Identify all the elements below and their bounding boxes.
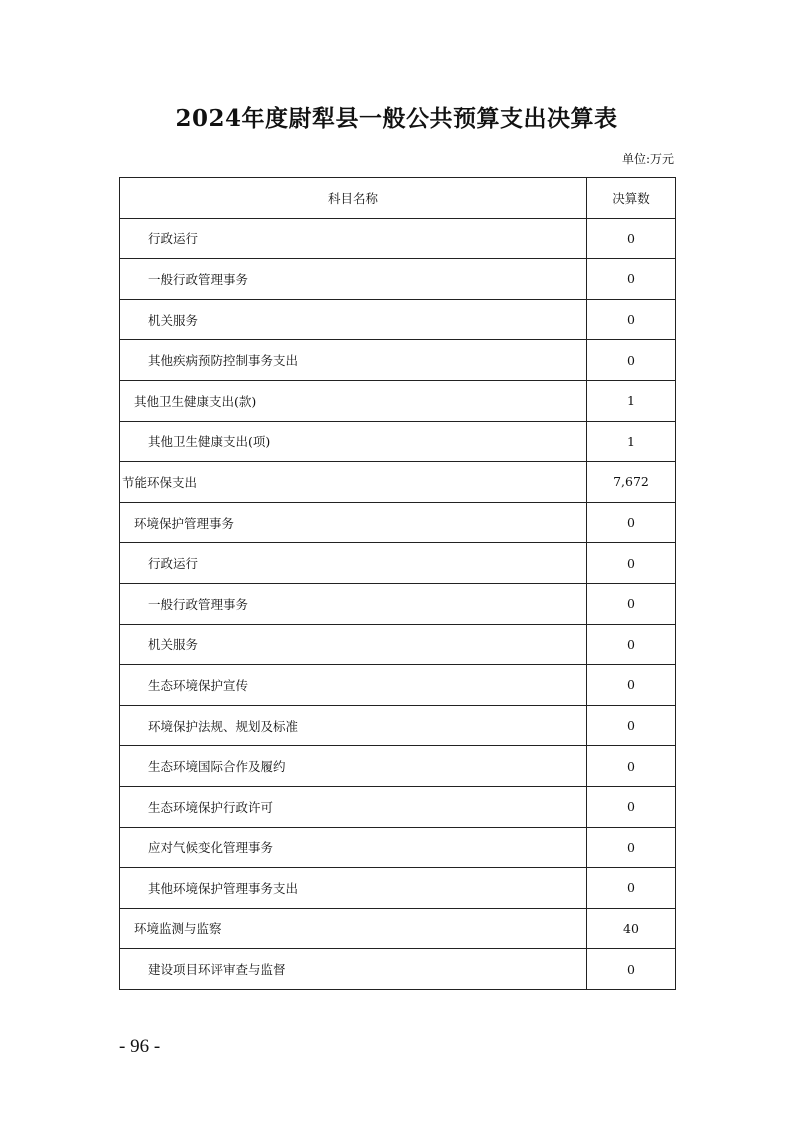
row-subject-name: 其他环境保护管理事务支出 — [120, 868, 587, 909]
table-row — [120, 502, 676, 543]
row-final-amount: 1 — [587, 421, 676, 462]
row-subject-name: 机关服务 — [120, 299, 587, 340]
table-row — [120, 868, 676, 909]
row-final-amount: 0 — [587, 543, 676, 584]
table-row — [120, 421, 676, 462]
row-subject-name: 其他卫生健康支出(款) — [120, 380, 587, 421]
row-final-amount: 0 — [587, 340, 676, 381]
row-final-amount: 40 — [587, 908, 676, 949]
unit-label: 单位:万元 — [621, 152, 674, 166]
table-row — [120, 827, 676, 868]
header-final-amount: 决算数 — [587, 178, 676, 219]
table-row — [120, 908, 676, 949]
table-row — [120, 462, 676, 503]
table-body — [120, 218, 676, 989]
table-row — [120, 380, 676, 421]
row-subject-name: 其他疾病预防控制事务支出 — [120, 340, 587, 381]
row-final-amount: 0 — [587, 583, 676, 624]
table-row — [120, 583, 676, 624]
row-subject-name: 其他卫生健康支出(项) — [120, 421, 587, 462]
row-final-amount: 0 — [587, 868, 676, 909]
row-final-amount: 0 — [587, 665, 676, 706]
row-final-amount: 7,672 — [587, 462, 676, 503]
row-subject-name: 生态环境保护行政许可 — [120, 786, 587, 827]
row-final-amount: 0 — [587, 218, 676, 259]
row-final-amount: 0 — [587, 259, 676, 300]
table-row — [120, 665, 676, 706]
row-final-amount: 0 — [587, 705, 676, 746]
table-row — [120, 299, 676, 340]
page-title: 2024年度尉犁县一般公共预算支出决算表 — [175, 105, 618, 132]
row-subject-name: 一般行政管理事务 — [120, 583, 587, 624]
row-subject-name: 环境保护管理事务 — [120, 502, 587, 543]
row-subject-name: 建设项目环评审查与监督 — [120, 949, 587, 990]
row-final-amount: 1 — [587, 380, 676, 421]
row-final-amount: 0 — [587, 624, 676, 665]
table-row — [120, 624, 676, 665]
row-final-amount: 0 — [587, 949, 676, 990]
header-subject-name: 科目名称 — [120, 178, 587, 219]
table-row — [120, 746, 676, 787]
row-subject-name: 节能环保支出 — [120, 462, 587, 503]
table-header-row — [120, 178, 676, 219]
table-row — [120, 340, 676, 381]
row-subject-name: 环境保护法规、规划及标准 — [120, 705, 587, 746]
table-row — [120, 543, 676, 584]
budget-table — [119, 177, 676, 990]
row-subject-name: 应对气候变化管理事务 — [120, 827, 587, 868]
row-subject-name: 行政运行 — [120, 218, 587, 259]
row-subject-name: 环境监测与监察 — [120, 908, 587, 949]
row-subject-name: 一般行政管理事务 — [120, 259, 587, 300]
row-subject-name: 机关服务 — [120, 624, 587, 665]
table-row — [120, 259, 676, 300]
row-subject-name: 生态环境保护宣传 — [120, 665, 587, 706]
page-number: - 96 - — [119, 1036, 161, 1057]
row-final-amount: 0 — [587, 299, 676, 340]
row-subject-name: 行政运行 — [120, 543, 587, 584]
row-final-amount: 0 — [587, 746, 676, 787]
table-row — [120, 705, 676, 746]
row-subject-name: 生态环境国际合作及履约 — [120, 746, 587, 787]
table-row — [120, 786, 676, 827]
table-row — [120, 218, 676, 259]
row-final-amount: 0 — [587, 502, 676, 543]
table-row — [120, 949, 676, 990]
row-final-amount: 0 — [587, 827, 676, 868]
row-final-amount: 0 — [587, 786, 676, 827]
